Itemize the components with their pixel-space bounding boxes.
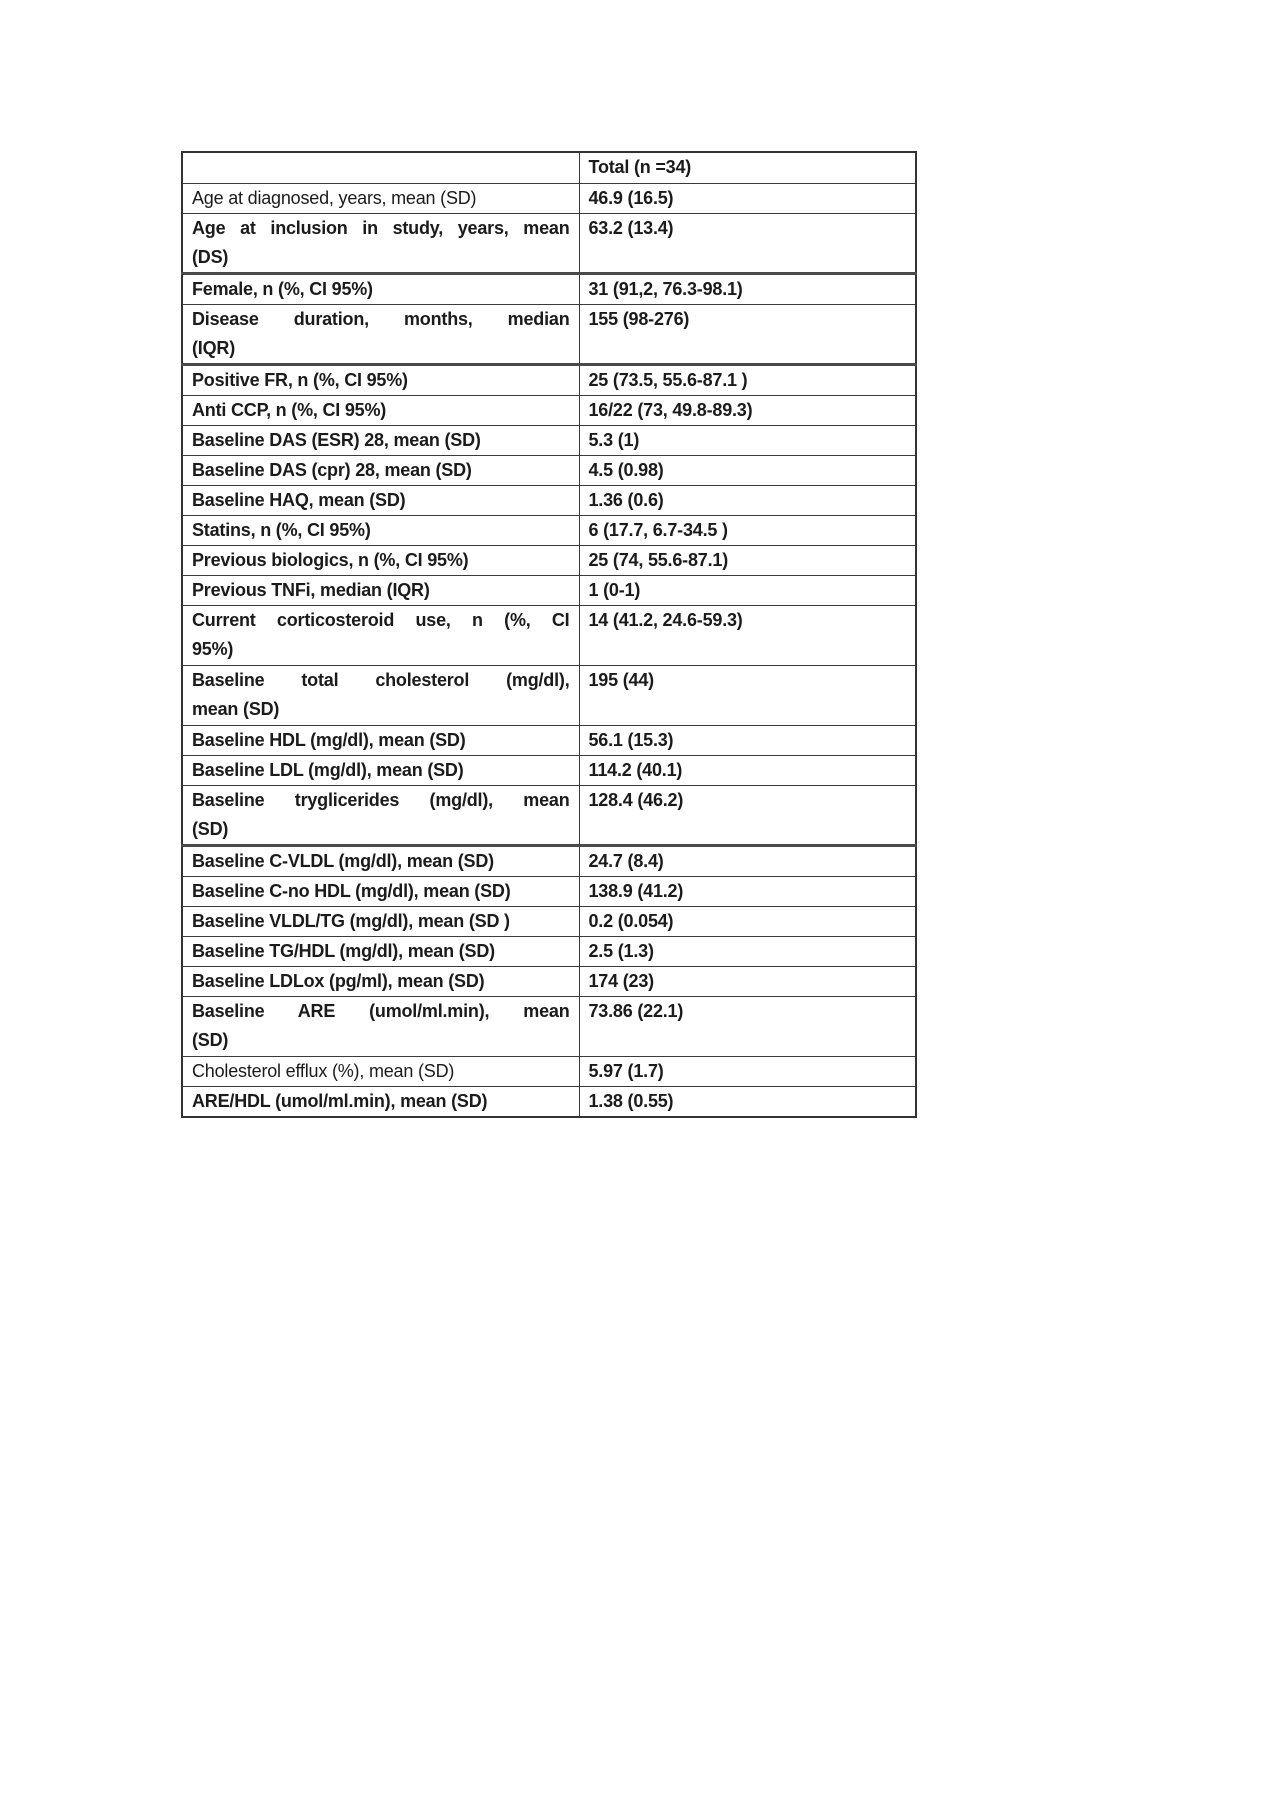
row-value: 0.2 (0.054) xyxy=(579,906,916,936)
row-value: 25 (73.5, 55.6-87.1 ) xyxy=(579,364,916,395)
header-empty-cell xyxy=(182,152,579,183)
row-label-line: Baseline DAS (cpr) 28, mean (SD) xyxy=(192,459,472,480)
row-label-line: Previous TNFi, median (IQR) xyxy=(192,579,430,600)
row-value: 114.2 (40.1) xyxy=(579,755,916,785)
row-value: 174 (23) xyxy=(579,966,916,996)
row-label-line: ARE/HDL (umol/ml.min), mean (SD) xyxy=(192,1090,488,1111)
table-row xyxy=(182,876,916,906)
row-label xyxy=(182,545,579,575)
row-value: 5.97 (1.7) xyxy=(579,1056,916,1086)
row-label xyxy=(182,785,579,845)
row-label-line: (SD) xyxy=(192,1029,229,1050)
row-label xyxy=(182,906,579,936)
table-row xyxy=(182,725,916,755)
row-label-line: Anti CCP, n (%, CI 95%) xyxy=(192,399,387,420)
row-label-line: Baseline HDL (mg/dl), mean (SD) xyxy=(192,729,466,750)
row-label-line: Current corticosteroid use, n (%, CI xyxy=(192,609,570,630)
row-value: 31 (91,2, 76.3-98.1) xyxy=(579,273,916,304)
row-value: 2.5 (1.3) xyxy=(579,936,916,966)
table-row xyxy=(182,1086,916,1117)
table-row xyxy=(182,966,916,996)
row-label xyxy=(182,364,579,395)
baseline-characteristics-table xyxy=(181,151,917,1118)
row-label xyxy=(182,665,579,725)
table-body xyxy=(182,152,916,1117)
row-label-line: Positive FR, n (%, CI 95%) xyxy=(192,369,408,390)
row-label-line: Female, n (%, CI 95%) xyxy=(192,278,373,299)
row-label xyxy=(182,425,579,455)
row-value: 56.1 (15.3) xyxy=(579,725,916,755)
table-row xyxy=(182,665,916,725)
row-label-line: mean (SD) xyxy=(192,698,280,719)
row-label xyxy=(182,725,579,755)
row-label xyxy=(182,575,579,605)
row-label-line: Baseline C-no HDL (mg/dl), mean (SD) xyxy=(192,880,511,901)
table-row xyxy=(182,755,916,785)
row-value: 46.9 (16.5) xyxy=(579,183,916,213)
table-row xyxy=(182,996,916,1056)
row-value: 24.7 (8.4) xyxy=(579,845,916,876)
table-row xyxy=(182,455,916,485)
row-label-line: Cholesterol efflux (%), mean (SD) xyxy=(192,1060,455,1081)
row-label-line: Baseline TG/HDL (mg/dl), mean (SD) xyxy=(192,940,495,961)
row-label xyxy=(182,1056,579,1086)
row-label-line: Baseline LDLox (pg/ml), mean (SD) xyxy=(192,970,485,991)
table-row xyxy=(182,304,916,364)
row-label-line: Baseline C-VLDL (mg/dl), mean (SD) xyxy=(192,850,494,871)
row-label xyxy=(182,1086,579,1117)
row-label xyxy=(182,996,579,1056)
row-label-line: Baseline total cholesterol (mg/dl), xyxy=(192,669,570,690)
row-label-line: Age at inclusion in study, years, mean xyxy=(192,217,570,238)
row-label-line: Disease duration, months, median xyxy=(192,308,570,329)
row-value: 1.38 (0.55) xyxy=(579,1086,916,1117)
table-row xyxy=(182,364,916,395)
table-row xyxy=(182,785,916,845)
row-value: 1.36 (0.6) xyxy=(579,485,916,515)
table-row xyxy=(182,273,916,304)
row-label xyxy=(182,183,579,213)
row-value: 14 (41.2, 24.6-59.3) xyxy=(579,605,916,665)
row-label xyxy=(182,455,579,485)
table-row xyxy=(182,605,916,665)
row-value: 1 (0-1) xyxy=(579,575,916,605)
row-label xyxy=(182,845,579,876)
row-label xyxy=(182,304,579,364)
table-row xyxy=(182,906,916,936)
row-label-line: Age at diagnosed, years, mean (SD) xyxy=(192,187,477,208)
row-label-line: 95%) xyxy=(192,638,234,659)
row-label-line: Baseline VLDL/TG (mg/dl), mean (SD ) xyxy=(192,910,510,931)
table-row xyxy=(182,425,916,455)
table-header-row xyxy=(182,152,916,183)
row-label-line: Statins, n (%, CI 95%) xyxy=(192,519,371,540)
row-value: 138.9 (41.2) xyxy=(579,876,916,906)
row-label xyxy=(182,213,579,273)
table-row xyxy=(182,936,916,966)
table-row xyxy=(182,395,916,425)
row-label xyxy=(182,936,579,966)
row-label-line: (IQR) xyxy=(192,337,235,358)
row-label-line: Baseline LDL (mg/dl), mean (SD) xyxy=(192,759,464,780)
row-value: 155 (98-276) xyxy=(579,304,916,364)
row-value: 5.3 (1) xyxy=(579,425,916,455)
row-value: 16/22 (73, 49.8-89.3) xyxy=(579,395,916,425)
row-label xyxy=(182,605,579,665)
row-value: 63.2 (13.4) xyxy=(579,213,916,273)
row-value: 25 (74, 55.6-87.1) xyxy=(579,545,916,575)
table-row xyxy=(182,485,916,515)
row-value: 128.4 (46.2) xyxy=(579,785,916,845)
row-label-line: (SD) xyxy=(192,818,229,839)
row-label xyxy=(182,485,579,515)
table-row xyxy=(182,545,916,575)
row-value: 6 (17.7, 6.7-34.5 ) xyxy=(579,515,916,545)
row-label-line: Previous biologics, n (%, CI 95%) xyxy=(192,549,469,570)
row-label xyxy=(182,876,579,906)
row-label xyxy=(182,515,579,545)
row-label-line: Baseline DAS (ESR) 28, mean (SD) xyxy=(192,429,481,450)
table-row xyxy=(182,183,916,213)
row-label-line: Baseline ARE (umol/ml.min), mean xyxy=(192,1000,570,1021)
column-header-total: Total (n =34) xyxy=(579,152,916,183)
table-row xyxy=(182,213,916,273)
row-value: 195 (44) xyxy=(579,665,916,725)
table-row xyxy=(182,575,916,605)
row-label-line: (DS) xyxy=(192,246,229,267)
table-row xyxy=(182,515,916,545)
row-label xyxy=(182,273,579,304)
table-row xyxy=(182,845,916,876)
row-label-line: Baseline tryglicerides (mg/dl), mean xyxy=(192,789,570,810)
row-label xyxy=(182,966,579,996)
row-label xyxy=(182,395,579,425)
table-row xyxy=(182,1056,916,1086)
row-label-line: Baseline HAQ, mean (SD) xyxy=(192,489,406,510)
row-value: 73.86 (22.1) xyxy=(579,996,916,1056)
row-label xyxy=(182,755,579,785)
row-value: 4.5 (0.98) xyxy=(579,455,916,485)
